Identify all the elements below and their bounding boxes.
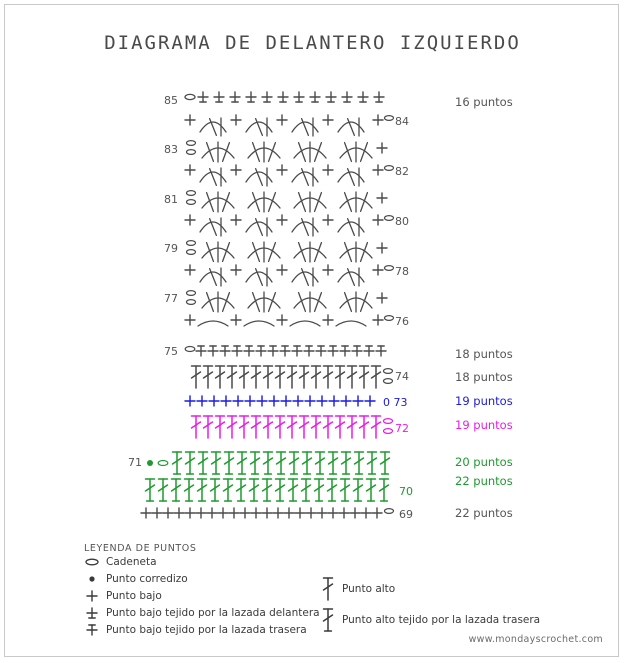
count-22-puntos-gray: 22 puntos <box>455 506 513 520</box>
row-label-80: 80 <box>395 215 409 228</box>
legend-label-punto-bajo: Punto bajo <box>106 590 162 602</box>
legend-heading: LEYENDA DE PUNTOS <box>84 543 197 554</box>
legend-label-punto-alto: Punto alto <box>342 583 396 595</box>
count-20-puntos-green: 20 puntos <box>455 455 513 469</box>
row-label-85: 85 <box>164 94 178 107</box>
row-label-77: 77 <box>164 292 178 305</box>
page-title: DIAGRAMA DE DELANTERO IZQUIERDO <box>104 32 521 54</box>
legend-label-punto-corredizo: Punto corredizo <box>106 573 188 585</box>
legend-label-punto-alto-lazada-trasera: Punto alto tejido por la lazada trasera <box>342 614 541 626</box>
row-label-70: 70 <box>399 485 413 498</box>
row-label-83: 83 <box>164 143 178 156</box>
row-label-75: 75 <box>164 345 178 358</box>
row-label-73: 0 73 <box>383 396 408 409</box>
legend-label-punto-bajo-lazada-delantera: Punto bajo tejido por la lazada delantera <box>106 607 320 619</box>
count-19-puntos-magenta: 19 puntos <box>455 418 513 432</box>
count-18-puntos-a: 18 puntos <box>455 347 513 361</box>
row-label-78: 78 <box>395 265 409 278</box>
row-label-82: 82 <box>395 165 409 178</box>
count-18-puntos-b: 18 puntos <box>455 370 513 384</box>
row-label-81: 81 <box>164 193 178 206</box>
row-label-74: 74 <box>395 370 409 383</box>
row-label-69: 69 <box>399 508 413 521</box>
legend-label-cadeneta: Cadeneta <box>106 556 157 568</box>
count-19-puntos-blue: 19 puntos <box>455 394 513 408</box>
row-label-79: 79 <box>164 242 178 255</box>
count-16-puntos: 16 puntos <box>455 95 513 109</box>
count-22-puntos-green: 22 puntos <box>455 474 513 488</box>
legend-label-punto-bajo-lazada-trasera: Punto bajo tejido por la lazada trasera <box>106 624 307 636</box>
row-label-71: 71 <box>128 456 142 469</box>
row-label-84: 84 <box>395 115 409 128</box>
row-label-72: 72 <box>395 422 409 435</box>
row-label-76: 76 <box>395 315 409 328</box>
credit-url: www.mondayscrochet.com <box>468 634 603 645</box>
